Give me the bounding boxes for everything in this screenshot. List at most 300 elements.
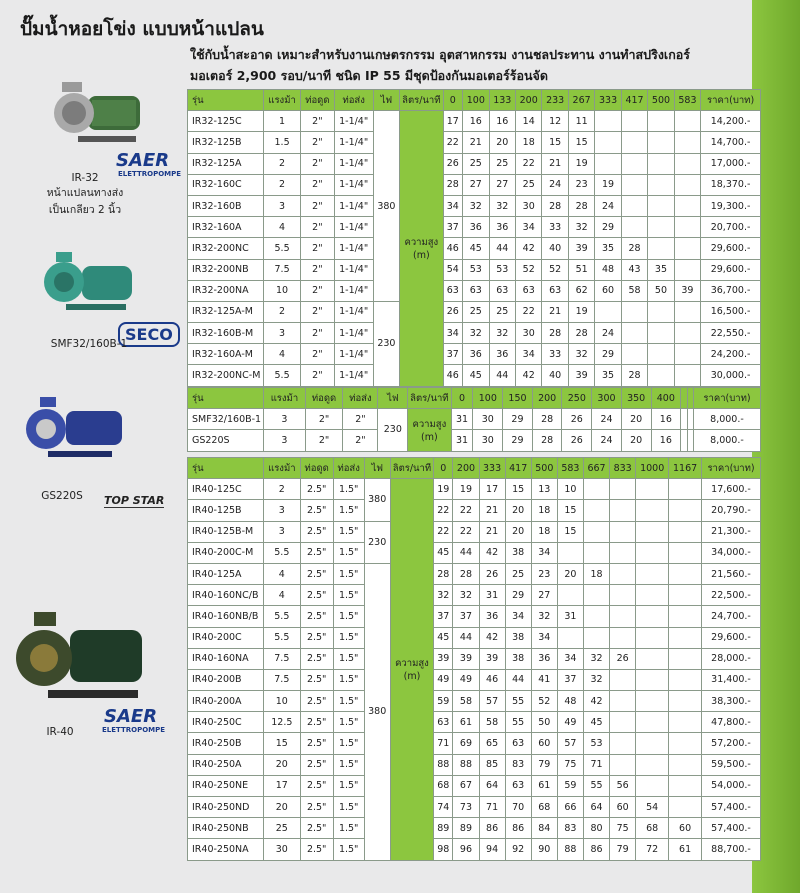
cell-head-value: 52: [515, 259, 541, 280]
table-row: [188, 521, 761, 542]
cell-head-value: 14: [515, 111, 541, 132]
cell-head-value: [595, 301, 621, 322]
cell-hp: 12.5: [264, 712, 301, 733]
cell-hp: 2: [264, 479, 301, 500]
cell-head-value: 22: [453, 500, 479, 521]
cell-head-value: 32: [489, 323, 515, 344]
header-outlet: ท่อส่ง: [343, 388, 378, 409]
cell-head-value: [669, 754, 702, 775]
cell-head-value: 21: [542, 301, 568, 322]
cell-outlet: 1.5": [333, 733, 364, 754]
cell-model: IR40-160NA: [188, 648, 264, 669]
cell-hp: 5.5: [264, 238, 301, 259]
cell-model: IR32-125A: [188, 153, 264, 174]
cell-model: IR40-200C-M: [188, 542, 264, 563]
cell-head-value: [636, 712, 669, 733]
cell-head-value: 42: [479, 542, 505, 563]
cell-head-value: [583, 627, 609, 648]
cell-head-value: 25: [463, 301, 489, 322]
table-header-row: [188, 90, 761, 111]
cell-head-value: 37: [453, 606, 479, 627]
header-inlet: ท่อดูด: [300, 458, 333, 479]
subtitle-line-1: ใช้กับน้ำสะอาด เหมาะสำหรับงานเกษตรกรรม อุตสาหกรรม งานชลประทาน งานทำสปริงเกอร์: [190, 47, 690, 62]
cell-inlet: 2.5": [300, 479, 333, 500]
cell-head-value: 83: [505, 754, 531, 775]
cell-price: 19,300.-: [701, 195, 761, 216]
table-row: [188, 479, 761, 500]
cell-outlet: 1.5": [333, 712, 364, 733]
cell-head-value: 92: [505, 839, 531, 860]
cell-hp: 17: [264, 775, 301, 796]
table-row: [188, 280, 761, 301]
cell-head-value: [557, 542, 583, 563]
cell-head-value: [621, 195, 647, 216]
cell-price: 8,000.-: [693, 430, 760, 451]
cell-head-value: 22: [453, 521, 479, 542]
table-row: [188, 775, 761, 796]
cell-head-value: 17: [479, 479, 505, 500]
cell-inlet: 2.5": [300, 775, 333, 796]
cell-head-value: 55: [505, 691, 531, 712]
cell-inlet: 2.5": [300, 606, 333, 627]
cell-inlet: 2": [301, 323, 335, 344]
cell-price: 31,400.-: [702, 669, 761, 690]
cell-head-value: 35: [648, 259, 674, 280]
cell-head-value: 21: [463, 132, 489, 153]
cell-head-value: [674, 365, 700, 386]
cell-head-value: 66: [557, 797, 583, 818]
cell-head-value: 32: [453, 585, 479, 606]
cell-head-value: [669, 500, 702, 521]
cell-head-value: [621, 217, 647, 238]
cell-model: IR40-250C: [188, 712, 264, 733]
table-row: [188, 542, 761, 563]
header-flow-value: 417: [505, 458, 531, 479]
cell-head-value: 45: [583, 712, 609, 733]
header-flow-value: 583: [674, 90, 700, 111]
table-row: [188, 754, 761, 775]
cell-outlet: 1-1/4": [334, 365, 373, 386]
cell-head-value: 43: [621, 259, 647, 280]
cell-head-value: 28: [621, 238, 647, 259]
header-flow-value: 583: [557, 458, 583, 479]
cell-head-value: 27: [489, 174, 515, 195]
cell-head-value: 64: [583, 797, 609, 818]
cell-head-value: 60: [531, 733, 557, 754]
cell-model: IR32-200NB: [188, 259, 264, 280]
cell-head-value: 19: [434, 479, 453, 500]
cell-model: IR32-160B: [188, 195, 264, 216]
cell-price: 21,560.-: [702, 563, 761, 584]
cell-head-value: 46: [479, 669, 505, 690]
header-flow-value: 0: [434, 458, 453, 479]
cell-hp: 20: [264, 797, 301, 818]
cell-head-value: 34: [515, 217, 541, 238]
cell-head-value: 11: [568, 111, 594, 132]
cell-model: IR40-250NE: [188, 775, 264, 796]
cell-head-value: 45: [434, 627, 453, 648]
pump-image-ir40: [8, 608, 148, 718]
cell-price: 18,370.-: [701, 174, 761, 195]
cell-inlet: 2.5": [300, 691, 333, 712]
cell-inlet: 2.5": [300, 669, 333, 690]
cell-model: IR40-250A: [188, 754, 264, 775]
cell-head-value: 20: [505, 521, 531, 542]
table-row: [188, 153, 761, 174]
header-flow-value: 1000: [636, 458, 669, 479]
header-hp: แรงม้า: [264, 90, 301, 111]
cell-head-value: [557, 627, 583, 648]
cell-model: IR32-160A-M: [188, 344, 264, 365]
cell-price: 8,000.-: [693, 409, 760, 430]
cell-head-value: 49: [557, 712, 583, 733]
cell-head-value: [674, 153, 700, 174]
cell-head-value: [621, 344, 647, 365]
cell-head-value: 36: [531, 648, 557, 669]
cell-head-value: 90: [531, 839, 557, 860]
cell-outlet: 1-1/4": [334, 195, 373, 216]
cell-head-value: 88: [434, 754, 453, 775]
cell-head-value: 50: [648, 280, 674, 301]
cell-inlet: 2": [301, 365, 335, 386]
cell-head-value: [648, 301, 674, 322]
cell-head-value: [621, 174, 647, 195]
cell-head-value: 29: [503, 430, 533, 451]
product-label-smf32: SMF32/160B-1: [50, 338, 128, 350]
table-row: [188, 797, 761, 818]
cell-head-value: [583, 606, 609, 627]
cell-head-value: 39: [453, 648, 479, 669]
cell-head-value: 86: [583, 839, 609, 860]
cell-outlet: 1.5": [333, 691, 364, 712]
cell-head-value: 37: [557, 669, 583, 690]
header-flow-value: 233: [542, 90, 568, 111]
cell-inlet: 2.5": [300, 797, 333, 818]
cell-hp: 10: [264, 691, 301, 712]
cell-head-value: 79: [531, 754, 557, 775]
cell-head-label: ความสูง (m): [400, 111, 443, 386]
cell-head-value: [648, 111, 674, 132]
cell-head-value: 63: [463, 280, 489, 301]
cell-head-value: 23: [531, 563, 557, 584]
cell-head-value: 24: [595, 195, 621, 216]
cell-head-value: 30: [473, 430, 503, 451]
cell-head-value: 32: [463, 323, 489, 344]
cell-head-value: 15: [568, 132, 594, 153]
cell-price: 29,600.-: [701, 238, 761, 259]
cell-head-value: 45: [463, 238, 489, 259]
table-row: [188, 409, 761, 430]
cell-head-value: [621, 153, 647, 174]
cell-head-value: 39: [674, 280, 700, 301]
cell-head-value: 55: [505, 712, 531, 733]
cell-head-value: 55: [583, 775, 609, 796]
header-flow-value: 333: [595, 90, 621, 111]
cell-head-value: 57: [557, 733, 583, 754]
cell-price: 20,700.-: [701, 217, 761, 238]
cell-head-value: 59: [434, 691, 453, 712]
cell-hp: 5.5: [264, 365, 301, 386]
table-header-row: [188, 458, 761, 479]
cell-inlet: 2": [301, 344, 335, 365]
brand-seco: SECO: [118, 322, 180, 347]
cell-head-value: 62: [568, 280, 594, 301]
cell-outlet: 1-1/4": [334, 111, 373, 132]
cell-head-value: 51: [568, 259, 594, 280]
cell-head-value: 46: [443, 365, 463, 386]
table-row: [188, 238, 761, 259]
cell-head-value: 16: [651, 409, 681, 430]
cell-head-value: 71: [479, 797, 505, 818]
cell-model: IR32-200NC: [188, 238, 264, 259]
cell-model: IR32-200NA: [188, 280, 264, 301]
cell-inlet: 2.5": [300, 754, 333, 775]
cell-price: 30,000.-: [701, 365, 761, 386]
brand-saer-2: SAER: [104, 706, 158, 727]
cell-head-value: [674, 301, 700, 322]
cell-head-value: 67: [453, 775, 479, 796]
cell-hp: 2: [264, 174, 301, 195]
cell-hp: 30: [264, 839, 301, 860]
cell-head-value: 21: [542, 153, 568, 174]
cell-head-value: [674, 344, 700, 365]
cell-head-value: 74: [434, 797, 453, 818]
cell-inlet: 2": [305, 409, 343, 430]
cell-head-value: [636, 733, 669, 754]
cell-head-value: 34: [443, 323, 463, 344]
cell-price: 17,600.-: [702, 479, 761, 500]
header-flow: ลิตร/นาที: [408, 388, 451, 409]
cell-head-value: 20: [505, 500, 531, 521]
page-subtitle: [190, 44, 750, 86]
header-flow-value: 500: [648, 90, 674, 111]
cell-head-value: 32: [583, 648, 609, 669]
cell-hp: 5.5: [264, 542, 301, 563]
cell-model: IR32-160B-M: [188, 323, 264, 344]
table-row: [188, 301, 761, 322]
cell-outlet: 1.5": [333, 542, 364, 563]
cell-head-value: [636, 754, 669, 775]
cell-head-value: 75: [610, 818, 636, 839]
cell-head-value: [595, 153, 621, 174]
cell-inlet: 2": [301, 153, 335, 174]
cell-head-value: [674, 323, 700, 344]
cell-hp: 7.5: [264, 259, 301, 280]
cell-head-value: [636, 521, 669, 542]
pump-image-gs220s: [18, 395, 128, 475]
table-row: [188, 606, 761, 627]
cell-head-value: 34: [443, 195, 463, 216]
table-row: [188, 430, 761, 451]
cell-price: 17,000.-: [701, 153, 761, 174]
cell-head-value: [636, 479, 669, 500]
cell-model: IR40-200A: [188, 691, 264, 712]
cell-head-value: 16: [489, 111, 515, 132]
table-row: [188, 111, 761, 132]
cell-head-value: [636, 542, 669, 563]
cell-outlet: 1.5": [333, 627, 364, 648]
cell-head-value: [636, 500, 669, 521]
cell-head-value: [669, 797, 702, 818]
cell-outlet: 1.5": [333, 775, 364, 796]
cell-head-value: [648, 365, 674, 386]
cell-hp: 3: [264, 430, 306, 451]
cell-head-value: 28: [621, 365, 647, 386]
cell-volt: 380: [364, 563, 390, 860]
cell-head-value: 26: [562, 430, 592, 451]
cell-head-value: 53: [583, 733, 609, 754]
pump-image-ir32: [48, 78, 148, 158]
cell-head-value: 44: [453, 542, 479, 563]
cell-head-value: 70: [505, 797, 531, 818]
cell-head-value: [674, 259, 700, 280]
cell-volt: 230: [373, 301, 399, 386]
cell-head-value: 27: [531, 585, 557, 606]
cell-model: IR40-200B: [188, 669, 264, 690]
cell-head-value: 60: [610, 797, 636, 818]
cell-head-value: 40: [542, 365, 568, 386]
cell-head-value: 21: [479, 521, 505, 542]
cell-inlet: 2": [301, 280, 335, 301]
cell-price: 22,550.-: [701, 323, 761, 344]
brand-saer-sub-1: ELETTROPOMPE: [118, 170, 182, 178]
cell-head-value: [669, 479, 702, 500]
cell-inlet: 2.5": [300, 563, 333, 584]
cell-head-value: 79: [610, 839, 636, 860]
cell-model: GS220S: [188, 430, 264, 451]
cell-head-value: [636, 691, 669, 712]
cell-hp: 4: [264, 585, 301, 606]
cell-head-value: [674, 174, 700, 195]
header-price: ราคา(บาท): [693, 388, 760, 409]
cell-model: IR40-125B-M: [188, 521, 264, 542]
cell-head-value: [610, 691, 636, 712]
table-row: [188, 344, 761, 365]
cell-head-value: 23: [568, 174, 594, 195]
cell-outlet: 1-1/4": [334, 280, 373, 301]
cell-head-value: [636, 563, 669, 584]
cell-hp: 10: [264, 280, 301, 301]
cell-head-value: 32: [463, 195, 489, 216]
cell-head-value: 49: [434, 669, 453, 690]
cell-head-value: 36: [463, 217, 489, 238]
cell-hp: 5.5: [264, 627, 301, 648]
header-price: ราคา(บาท): [702, 458, 761, 479]
cell-outlet: 1.5": [333, 797, 364, 818]
cell-head-value: 38: [505, 648, 531, 669]
cell-hp: 3: [264, 521, 301, 542]
cell-outlet: 1.5": [333, 648, 364, 669]
table-row: [188, 563, 761, 584]
cell-head-value: 68: [434, 775, 453, 796]
cell-model: IR40-160NB/B: [188, 606, 264, 627]
cell-head-value: 20: [557, 563, 583, 584]
cell-volt: 380: [373, 111, 399, 302]
cell-head-value: 28: [568, 323, 594, 344]
cell-hp: 20: [264, 754, 301, 775]
cell-price: 57,400.-: [702, 797, 761, 818]
cell-head-value: 21: [479, 500, 505, 521]
cell-head-value: [610, 585, 636, 606]
cell-head-value: 59: [557, 775, 583, 796]
header-model: รุ่น: [188, 458, 264, 479]
cell-head-value: [610, 669, 636, 690]
header-model: รุ่น: [188, 388, 264, 409]
header-flow-value: 150: [503, 388, 533, 409]
cell-head-value: 69: [453, 733, 479, 754]
cell-head-value: 15: [505, 479, 531, 500]
table-row: [188, 195, 761, 216]
cell-head-value: [621, 111, 647, 132]
cell-head-value: [557, 585, 583, 606]
cell-head-value: 25: [515, 174, 541, 195]
cell-head-value: [674, 111, 700, 132]
cell-head-value: 58: [453, 691, 479, 712]
cell-head-value: 31: [557, 606, 583, 627]
brand-saer-1: SAER: [116, 150, 170, 171]
cell-head-value: 28: [434, 563, 453, 584]
header-flow-value: 833: [610, 458, 636, 479]
cell-price: 88,700.-: [702, 839, 761, 860]
cell-head-value: 34: [505, 606, 531, 627]
cell-price: 24,200.-: [701, 344, 761, 365]
cell-head-value: [669, 542, 702, 563]
cell-head-value: [674, 195, 700, 216]
cell-head-value: [621, 301, 647, 322]
cell-head-value: 28: [542, 195, 568, 216]
cell-head-value: 42: [583, 691, 609, 712]
cell-head-value: 44: [505, 669, 531, 690]
cell-head-value: 89: [434, 818, 453, 839]
cell-head-value: 61: [531, 775, 557, 796]
cell-inlet: 2.5": [300, 648, 333, 669]
cell-head-value: 60: [669, 818, 702, 839]
cell-outlet: 1-1/4": [334, 153, 373, 174]
cell-model: IR32-125B: [188, 132, 264, 153]
cell-price: 24,700.-: [702, 606, 761, 627]
cell-head-value: [648, 344, 674, 365]
cell-head-value: 72: [636, 839, 669, 860]
cell-head-value: 31: [451, 430, 473, 451]
cell-head-value: 37: [443, 344, 463, 365]
cell-head-value: [669, 733, 702, 754]
cell-head-value: 61: [453, 712, 479, 733]
cell-head-value: 24: [592, 409, 622, 430]
cell-head-value: 33: [542, 344, 568, 365]
header-inlet: ท่อดูด: [305, 388, 343, 409]
cell-head-value: 25: [489, 301, 515, 322]
cell-price: 57,200.-: [702, 733, 761, 754]
header-flow-value: 500: [531, 458, 557, 479]
table-row: [188, 132, 761, 153]
header-flow: ลิตร/นาที: [390, 458, 433, 479]
cell-inlet: 2": [301, 217, 335, 238]
cell-head-value: [674, 132, 700, 153]
cell-head-value: 57: [479, 691, 505, 712]
cell-price: 59,500.-: [702, 754, 761, 775]
cell-outlet: 1-1/4": [334, 174, 373, 195]
table-row: [188, 217, 761, 238]
cell-outlet: 1.5": [333, 500, 364, 521]
cell-inlet: 2.5": [300, 839, 333, 860]
cell-price: 47,800.-: [702, 712, 761, 733]
cell-head-value: 42: [515, 365, 541, 386]
cell-head-value: 46: [443, 238, 463, 259]
header-flow-value: 0: [443, 90, 463, 111]
cell-head-value: 26: [443, 301, 463, 322]
cell-head-value: [610, 627, 636, 648]
cell-price: 29,600.-: [702, 627, 761, 648]
